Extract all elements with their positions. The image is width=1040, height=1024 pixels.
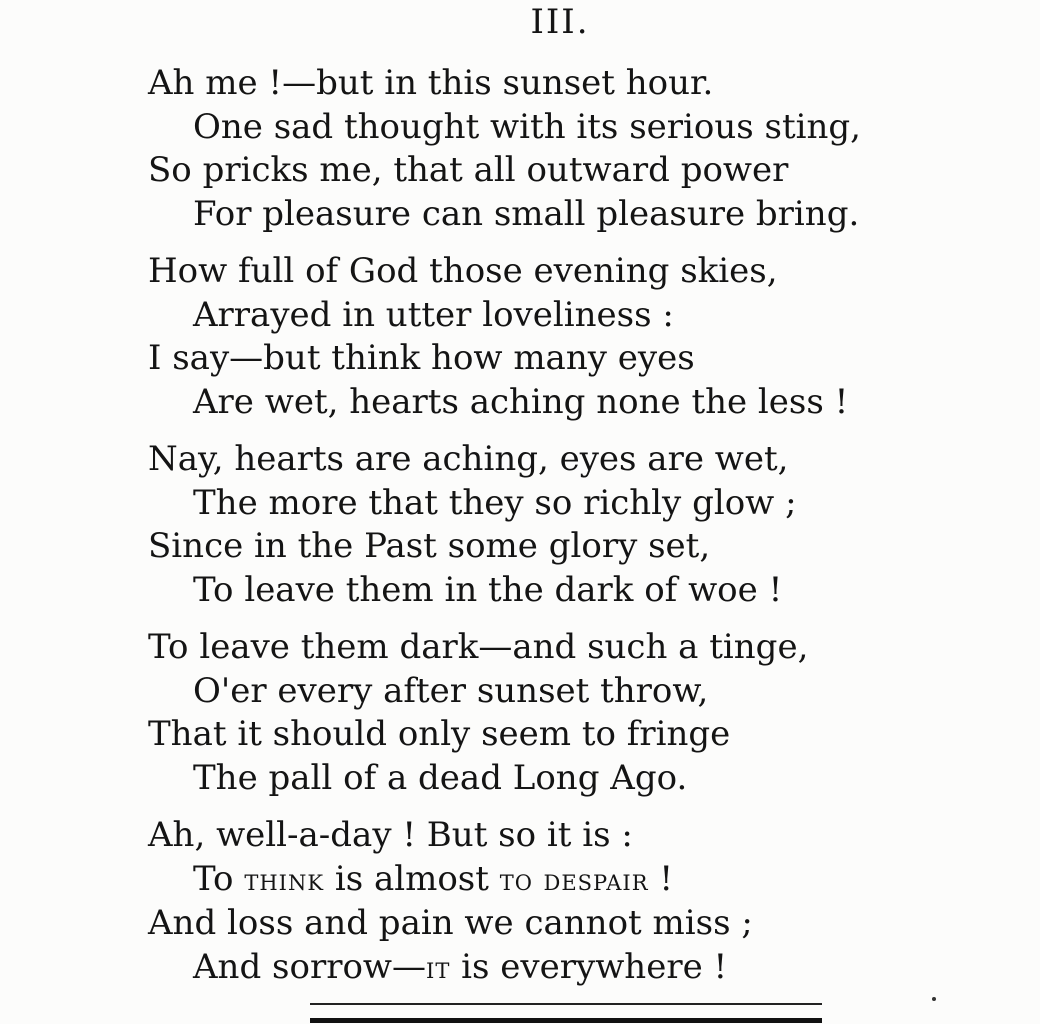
poem-line: The pall of a dead Long Ago. [193, 757, 688, 798]
stanza-4 [0, 626, 1040, 800]
stanza-2 [0, 250, 1040, 424]
stanza-5 [0, 814, 1040, 990]
poem-line: Nay, hearts are aching, eyes are wet, [148, 439, 789, 479]
section-heading: III. [530, 2, 590, 42]
poem-line: That it should only seem to fringe [148, 714, 731, 754]
line-segment: is everywhere ! [450, 946, 728, 987]
poem-line: The more that they so richly glow ; [193, 482, 797, 523]
poem-line: So pricks me, that all outward power [148, 150, 789, 190]
divider-rule [310, 1003, 822, 1005]
poem-line: I say—but think how many eyes [148, 338, 695, 378]
poem-line: Ah me !—but in this sunset hour. [148, 63, 714, 103]
poem [0, 62, 1040, 1004]
poem-line: And loss and pain we cannot miss ; [148, 903, 753, 943]
poem-line: Arrayed in utter loveliness : [193, 294, 674, 335]
poem-line: To leave them in the dark of woe ! [193, 569, 783, 610]
stanza-1 [0, 62, 1040, 236]
line-segment: And sorrow— [193, 946, 427, 987]
line-segment: To [193, 858, 245, 899]
divider-rule-thick [310, 1018, 822, 1023]
poem-line [0, 858, 1040, 903]
small-caps-word: think [244, 862, 325, 898]
poem-line: For pleasure can small pleasure bring. [193, 193, 860, 234]
line-segment: is almost [324, 858, 500, 899]
small-caps-phrase: to despair [499, 862, 649, 898]
poem-line: Ah, well-a-day ! But so it is : [148, 815, 633, 855]
small-caps-word: it [426, 950, 451, 986]
poem-line: Are wet, hearts aching none the less ! [193, 381, 849, 422]
line-segment: ! [648, 858, 674, 899]
poem-line: To leave them dark—and such a tinge, [148, 627, 809, 667]
print-speck [932, 997, 936, 1001]
poem-line: O'er every after sunset throw, [193, 670, 709, 711]
stanza-3 [0, 438, 1040, 612]
poem-line [0, 946, 1040, 991]
poem-line: How full of God those evening skies, [148, 251, 778, 291]
poem-line: One sad thought with its serious sting, [193, 106, 861, 147]
poem-line: Since in the Past some glory set, [148, 526, 711, 566]
